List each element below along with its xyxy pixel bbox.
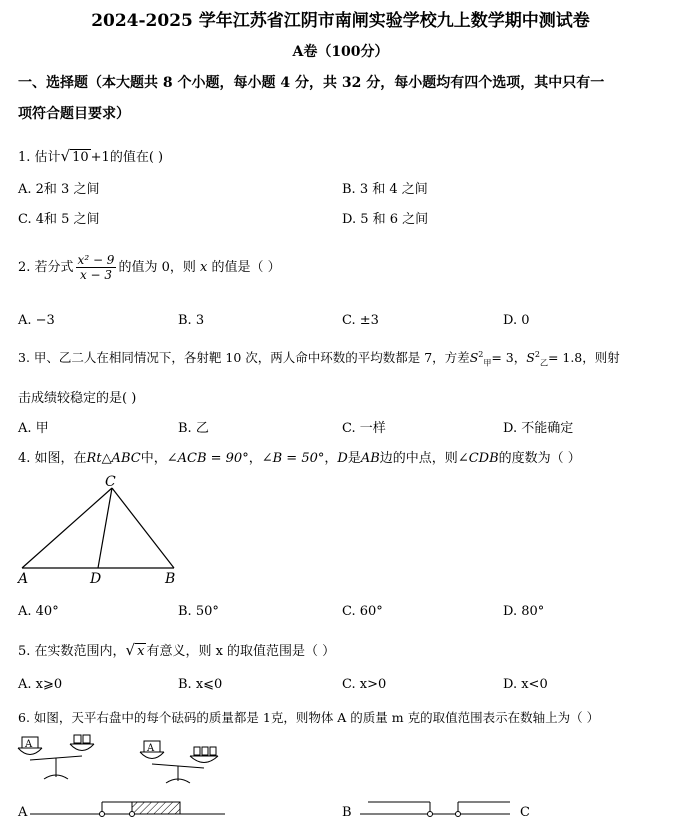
q4-rt: Rt bbox=[86, 451, 102, 466]
question-4 bbox=[18, 447, 581, 466]
q2-prefix: 2. 若分式 bbox=[18, 260, 74, 275]
label-b: B bbox=[165, 571, 176, 586]
question-6: 6. 如图，天平右盘中的每个砝码的质量都是 1克，则物体 A 的质量 m 克的取值范围表示在数轴上为（ ） bbox=[18, 710, 600, 725]
q6-option-c-label: C bbox=[520, 805, 530, 820]
page-title: 2024-2025 学年江苏省江阴市南闸实验学校九上数学期中测试卷 bbox=[91, 11, 590, 31]
q6-number-line-a bbox=[30, 796, 230, 818]
q3-option-b: B. 乙 bbox=[178, 421, 209, 436]
q4-text-f: 边的中点，则 bbox=[379, 451, 458, 466]
q4-option-d: D. 80° bbox=[503, 604, 545, 619]
q1-plus: +1 bbox=[90, 150, 110, 165]
q3-s-jia: S bbox=[469, 350, 479, 365]
balance-scale-2 bbox=[136, 733, 226, 793]
q3-eq-jia: = 3， bbox=[491, 350, 527, 365]
q2-var: x bbox=[200, 260, 208, 275]
q2-numerator: x² − 9 bbox=[77, 253, 115, 267]
q2-fraction bbox=[76, 253, 117, 282]
label-d: D bbox=[90, 571, 102, 586]
q4-text-a: 4. 如图，在 bbox=[18, 451, 87, 466]
section-heading-line1: 一、选择题（本大题共 8 个小题，每小题 4 分，共 32 分，每小题均有四个选项，其中只有一 bbox=[18, 75, 605, 91]
q2-suffix-a: 的值为 0，则 bbox=[118, 260, 196, 275]
q5-option-a: A. x⩾0 bbox=[18, 677, 63, 692]
q1-option-c: C. 4和 5 之间 bbox=[18, 212, 100, 227]
q5-option-d: D. x<0 bbox=[503, 677, 548, 692]
balance-scale-1 bbox=[14, 733, 104, 793]
q5-option-b: B. x⩽0 bbox=[178, 677, 223, 692]
q2-suffix-b: 的值是（ ） bbox=[211, 260, 281, 275]
q4-option-a: A. 40° bbox=[18, 604, 59, 619]
q3-sub-jia: 甲 bbox=[483, 358, 492, 368]
q6-number-line-b bbox=[360, 796, 520, 818]
q3-option-d: D. 不能确定 bbox=[503, 421, 574, 436]
page-subtitle: A卷（100分） bbox=[292, 44, 389, 60]
q2-option-b: B. 3 bbox=[178, 313, 205, 328]
q4-option-c: C. 60° bbox=[342, 604, 383, 619]
q4-text-c: ， bbox=[248, 451, 262, 466]
q3-s-yi: S bbox=[526, 350, 535, 365]
q5-radicand: x bbox=[137, 644, 145, 659]
q1-option-b: B. 3 和 4 之间 bbox=[342, 182, 428, 197]
q4-abc: △ABC bbox=[101, 451, 141, 466]
q3-line1-text: 3. 甲、乙二人在相同情况下，各射靶 10 次，两人命中环数的平均数都是 7，方差 bbox=[18, 350, 470, 365]
label-a: A bbox=[18, 571, 29, 586]
q4-text-g: 的度数为（ ） bbox=[498, 451, 581, 466]
balance-1-weight-label: A bbox=[25, 739, 33, 750]
triangle-figure bbox=[14, 474, 184, 586]
balance-2-weight-label: A bbox=[147, 743, 155, 754]
q3-eq-yi: = 1.8，则射 bbox=[547, 350, 620, 365]
q2-denominator: x − 3 bbox=[79, 268, 113, 282]
q4-text-b: 中， bbox=[140, 451, 167, 466]
q4-text-e: 是 bbox=[347, 451, 361, 466]
q4-d: D bbox=[337, 451, 348, 466]
q2-option-d: D. 0 bbox=[503, 313, 530, 328]
q3-option-c: C. 一样 bbox=[342, 421, 386, 436]
q1-prefix: 1. 估计 bbox=[18, 150, 61, 165]
q4-ab: AB bbox=[360, 451, 380, 466]
question-1: 1. 估计√ 10 +1的值在( ) bbox=[18, 147, 164, 165]
q4-angle-b: ∠B = 50° bbox=[261, 451, 325, 466]
q4-option-b: B. 50° bbox=[178, 604, 219, 619]
q6-option-b-label: B bbox=[342, 805, 352, 820]
question-5: 5. 在实数范围内，√ x 有意义，则 x 的取值范围是（ ） bbox=[18, 641, 336, 659]
q2-option-a: A. −3 bbox=[18, 313, 55, 328]
q3-sub-yi: 乙 bbox=[539, 358, 548, 368]
q1-option-a: A. 2和 3 之间 bbox=[18, 182, 100, 197]
q5-suffix: 有意义，则 x 的取值范围是（ ） bbox=[146, 644, 336, 659]
question-2 bbox=[18, 253, 281, 282]
label-c: C bbox=[105, 474, 116, 490]
q4-text-d: ， bbox=[324, 451, 338, 466]
q3-option-a: A. 甲 bbox=[18, 421, 49, 436]
question-3-line2: 击成绩较稳定的是( ) bbox=[18, 391, 137, 406]
q5-option-c: C. x>0 bbox=[342, 677, 387, 692]
q4-angle-acb: ∠ACB = 90° bbox=[166, 451, 249, 466]
q5-prefix: 5. 在实数范围内， bbox=[18, 644, 126, 659]
q1-radicand: 10 bbox=[72, 150, 89, 165]
q6-option-a-label: A bbox=[18, 805, 28, 820]
q2-option-c: C. ±3 bbox=[342, 313, 379, 328]
question-3-line1: 3. 甲、乙二人在相同情况下，各射靶 10 次，两人命中环数的平均数都是 7，方差$S^2_甲= 3$，$S^2_乙= 1.8$，则射 bbox=[18, 349, 620, 368]
q1-suffix: 的值在( ) bbox=[109, 150, 164, 165]
section-heading-line2: 项符合题目要求） bbox=[18, 106, 130, 122]
q4-cdb: ∠CDB bbox=[457, 451, 499, 466]
q1-option-d: D. 5 和 6 之间 bbox=[342, 212, 429, 227]
